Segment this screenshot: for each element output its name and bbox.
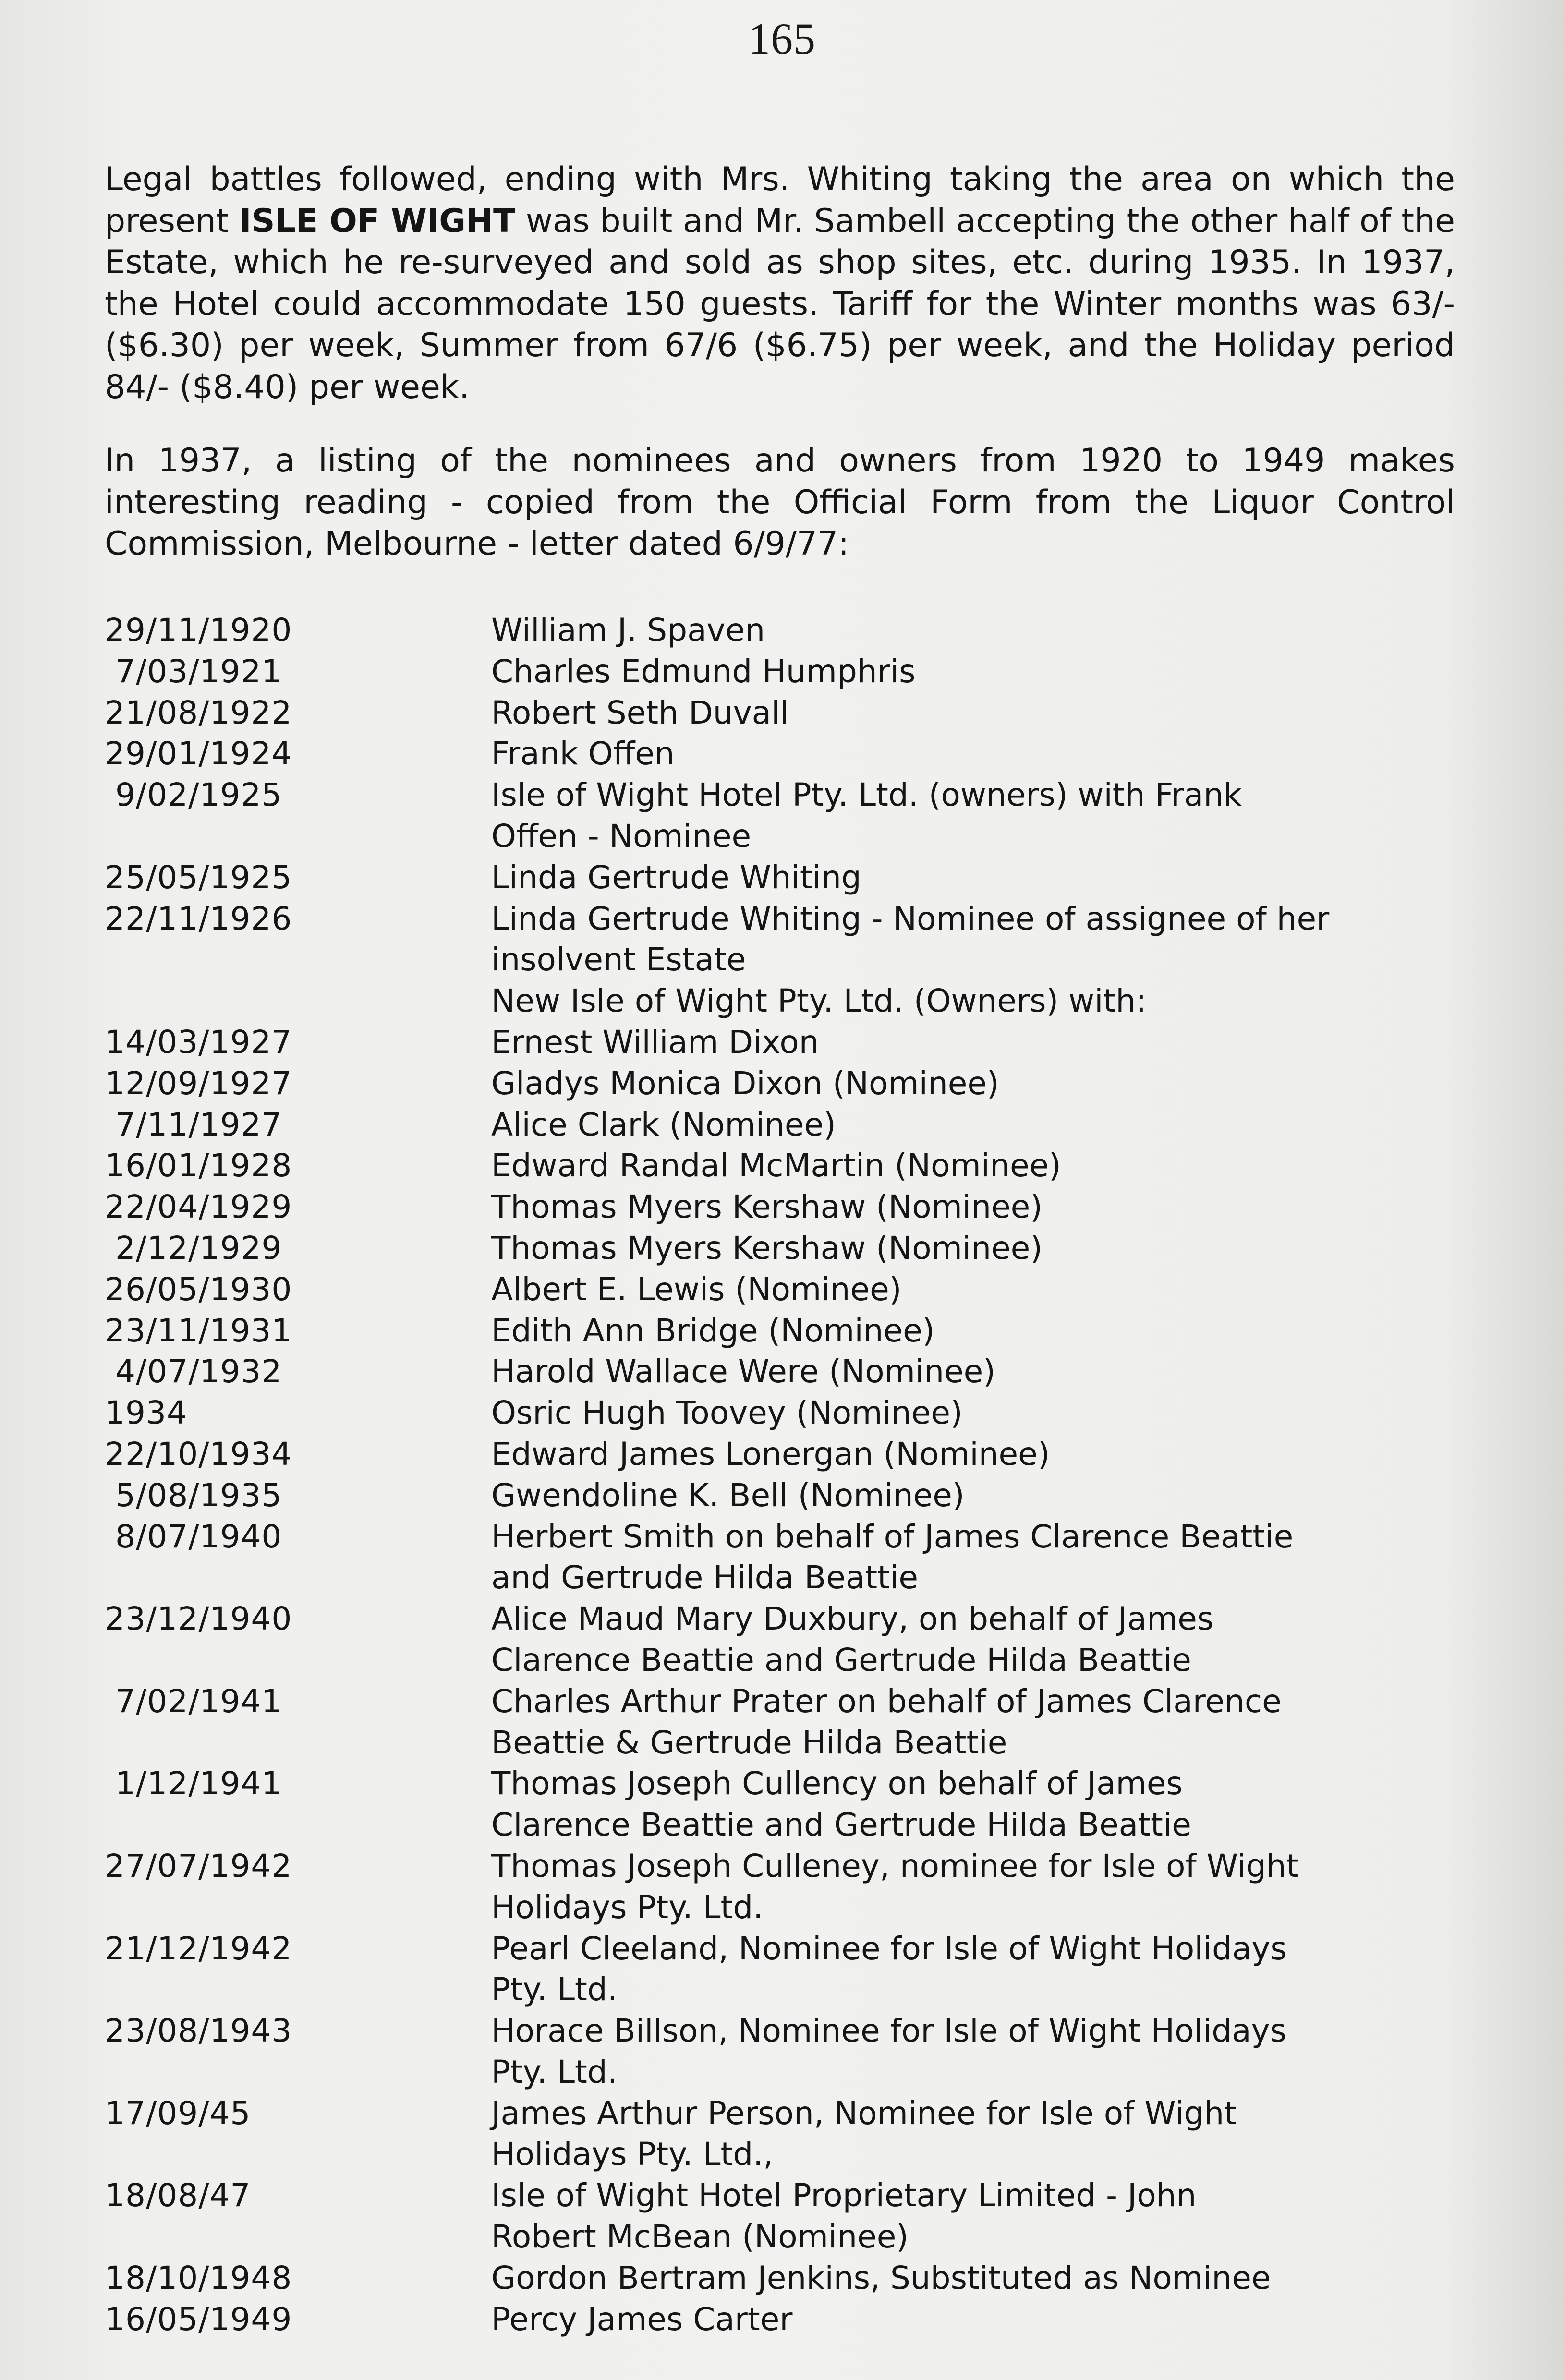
entry-line: Frank Offen: [491, 735, 675, 773]
entry-line: Horace Billson, Nominee for Isle of Wight Holidays: [491, 2012, 1286, 2050]
entry-line: Edward James Lonergan (Nominee): [491, 1435, 1050, 1473]
entry-description: [491, 1104, 1455, 1146]
entry-date: 29/11/1920: [105, 612, 292, 649]
entry-line: Gladys Monica Dixon (Nominee): [491, 1064, 999, 1102]
entry-description: [491, 1063, 1455, 1104]
entry-line: Isle of Wight Hotel Pty. Ltd. (owners) with Frank: [491, 776, 1242, 814]
list-item: [105, 733, 1455, 774]
entry-line: Thomas Myers Kershaw (Nominee): [491, 1229, 1043, 1267]
list-item: [105, 1228, 1455, 1269]
list-item: [105, 651, 1455, 692]
entry-description: [491, 2175, 1455, 2258]
entry-line: Charles Arthur Prater on behalf of James Clarence: [491, 1682, 1282, 1720]
list-item: [105, 1681, 1455, 1764]
entry-date: 21/08/1922: [105, 694, 292, 731]
entry-line: Thomas Joseph Culleney, nominee for Isle of Wight: [491, 1847, 1299, 1885]
list-item: [105, 2299, 1455, 2340]
list-item: [105, 1269, 1455, 1310]
list-item: [105, 1392, 1455, 1434]
entry-line: Charles Edmund Humphris: [491, 652, 916, 690]
nominee-list: [105, 610, 1455, 2340]
entry-description: [491, 692, 1455, 734]
entry-line: Pty. Ltd.: [491, 1971, 618, 2008]
entry-line: Harold Wallace Were (Nominee): [491, 1353, 996, 1390]
entry-description: [491, 1434, 1455, 1475]
entry-line: insolvent Estate: [491, 941, 746, 979]
entry-date: 26/05/1930: [105, 1270, 292, 1308]
entry-description: [491, 2010, 1455, 2093]
entry-line: Pty. Ltd.: [491, 2053, 618, 2090]
list-item: [105, 692, 1455, 734]
entry-date: 7/03/1921: [105, 652, 282, 690]
entry-date: 7/02/1941: [105, 1682, 282, 1720]
entry-description: [491, 1269, 1455, 1310]
list-item: [105, 1598, 1455, 1681]
entry-line: New Isle of Wight Pty. Ltd. (Owners) with:: [491, 982, 1147, 1020]
entry-line: Robert Seth Duvall: [491, 694, 789, 731]
entry-date: 1934: [105, 1394, 187, 1432]
entry-line: Holidays Pty. Ltd.: [491, 1888, 764, 1926]
entry-description: [491, 2093, 1455, 2175]
entry-date: 21/12/1942: [105, 1930, 292, 1967]
entry-line: James Arthur Person, Nominee for Isle of Wight: [491, 2094, 1237, 2132]
isle-of-wight-name: ISLE OF WIGHT: [239, 202, 516, 240]
list-item: [105, 1351, 1455, 1392]
list-item: [105, 1763, 1455, 1846]
list-item: [105, 610, 1455, 651]
paragraph-listing-intro: In 1937, a listing of the nominees and owners from 1920 to 1949 makes interesting reading - copied from the Official Form from the Liquor Control Commission, Melbourne - letter dated 6/9/77:: [105, 442, 1455, 563]
entry-date: 18/10/1948: [105, 2259, 292, 2296]
entry-date: 16/01/1928: [105, 1147, 292, 1184]
entry-line: Edith Ann Bridge (Nominee): [491, 1312, 935, 1349]
entry-date: 1/12/1941: [105, 1765, 282, 1802]
entry-description: [491, 1022, 1455, 1063]
entry-description: [491, 1846, 1455, 1928]
entry-description: [491, 2299, 1455, 2340]
list-item: [105, 1475, 1455, 1516]
entry-date: 27/07/1942: [105, 1847, 292, 1885]
paragraph-legal-battles-end: was built and Mr. Sambell accepting the other half of the Estate, which he re-surveyed and sold as shop sites, etc. during 1935. In 1937, the Hotel could accommodate 150 guests. Tariff for the Winter months was 63/- ($6.30) per week, Summer from 67/6 ($6.75) per week, and the Holiday period 84/- ($8.40) per week.: [105, 202, 1455, 406]
entry-line: Herbert Smith on behalf of James Clarence Beattie: [491, 1518, 1294, 1555]
entry-description: [491, 774, 1455, 857]
entry-date: 23/12/1940: [105, 1600, 292, 1638]
entry-line: Robert McBean (Nominee): [491, 2218, 909, 2256]
entry-line: Thomas Myers Kershaw (Nominee): [491, 1188, 1043, 1226]
entry-description: [491, 1392, 1455, 1434]
entry-line: Isle of Wight Hotel Proprietary Limited - John: [491, 2177, 1197, 2214]
entry-line: Holidays Pty. Ltd.,: [491, 2136, 774, 2173]
list-item: [105, 1186, 1455, 1228]
entry-description: [491, 733, 1455, 774]
list-item: [105, 1104, 1455, 1146]
list-item: [105, 1310, 1455, 1352]
entry-date: 22/11/1926: [105, 900, 292, 937]
entry-date: 4/07/1932: [105, 1353, 282, 1390]
entry-line: Percy James Carter: [491, 2300, 793, 2338]
entry-description: [491, 1598, 1455, 1681]
entry-date: 5/08/1935: [105, 1476, 282, 1514]
entry-description: [491, 898, 1455, 1022]
entry-description: [491, 1228, 1455, 1269]
entry-line: and Gertrude Hilda Beattie: [491, 1559, 919, 1596]
paragraph-legal-battles: [105, 159, 1455, 408]
entry-line: William J. Spaven: [491, 612, 765, 649]
list-item: [105, 857, 1455, 898]
list-item: [105, 898, 1455, 1022]
list-item: [105, 1145, 1455, 1186]
entry-date: 2/12/1929: [105, 1229, 282, 1267]
entry-description: [491, 1928, 1455, 2011]
list-item: [105, 2093, 1455, 2175]
entry-line: Gordon Bertram Jenkins, Substituted as Nominee: [491, 2259, 1271, 2296]
entry-description: [491, 1310, 1455, 1352]
entry-line: Clarence Beattie and Gertrude Hilda Beattie: [491, 1806, 1191, 1844]
entry-date: 9/02/1925: [105, 776, 282, 814]
entry-date: 7/11/1927: [105, 1106, 282, 1143]
list-item: [105, 2258, 1455, 2299]
entry-line: Albert E. Lewis (Nominee): [491, 1270, 902, 1308]
entry-description: [491, 1516, 1455, 1599]
entry-line: Clarence Beattie and Gertrude Hilda Beattie: [491, 1641, 1191, 1679]
entry-description: [491, 610, 1455, 651]
entry-line: Edward Randal McMartin (Nominee): [491, 1147, 1061, 1184]
entry-line: Offen - Nominee: [491, 817, 752, 855]
entry-line: Osric Hugh Toovey (Nominee): [491, 1394, 963, 1432]
paragraph-legal-battles-start: Legal battles followed, ending with Mrs. Whiting taking the area on which the present: [105, 160, 1455, 240]
entry-date: 18/08/47: [105, 2177, 251, 2214]
entry-line: Linda Gertrude Whiting - Nominee of assignee of her: [491, 900, 1330, 937]
entry-description: [491, 857, 1455, 898]
entry-date: 14/03/1927: [105, 1023, 292, 1061]
entry-description: [491, 1475, 1455, 1516]
entry-date: 29/01/1924: [105, 735, 292, 773]
entry-date: 22/10/1934: [105, 1435, 292, 1473]
entry-line: Alice Maud Mary Duxbury, on behalf of James: [491, 1600, 1214, 1638]
entry-line: Alice Clark (Nominee): [491, 1106, 836, 1143]
entry-description: [491, 1186, 1455, 1228]
list-item: [105, 1516, 1455, 1599]
entry-date: 23/08/1943: [105, 2012, 292, 2050]
list-item: [105, 1928, 1455, 2011]
entry-description: [491, 651, 1455, 692]
entry-line: Beattie & Gertrude Hilda Beattie: [491, 1724, 1007, 1761]
entry-date: 12/09/1927: [105, 1064, 292, 1102]
entry-line: Pearl Cleeland, Nominee for Isle of Wight Holidays: [491, 1930, 1287, 1967]
list-item: [105, 774, 1455, 857]
list-item: [105, 2175, 1455, 2258]
entry-date: 8/07/1940: [105, 1518, 282, 1555]
entry-line: Gwendoline K. Bell (Nominee): [491, 1476, 965, 1514]
list-item: [105, 1846, 1455, 1928]
entry-date: 17/09/45: [105, 2094, 251, 2132]
entry-description: [491, 1351, 1455, 1392]
entry-date: 22/04/1929: [105, 1188, 292, 1226]
entry-line: Ernest William Dixon: [491, 1023, 819, 1061]
page-number: 165: [748, 14, 816, 63]
list-item: [105, 2010, 1455, 2093]
list-item: [105, 1022, 1455, 1063]
entry-description: [491, 1681, 1455, 1764]
entry-line: Thomas Joseph Cullency on behalf of James: [491, 1765, 1183, 1802]
list-item: [105, 1063, 1455, 1104]
entry-description: [491, 1763, 1455, 1846]
list-item: [105, 1434, 1455, 1475]
entry-date: 23/11/1931: [105, 1312, 292, 1349]
entry-date: 16/05/1949: [105, 2300, 292, 2338]
entry-description: [491, 1145, 1455, 1186]
entry-description: [491, 2258, 1455, 2299]
entry-line: Linda Gertrude Whiting: [491, 858, 861, 896]
entry-date: 25/05/1925: [105, 858, 292, 896]
